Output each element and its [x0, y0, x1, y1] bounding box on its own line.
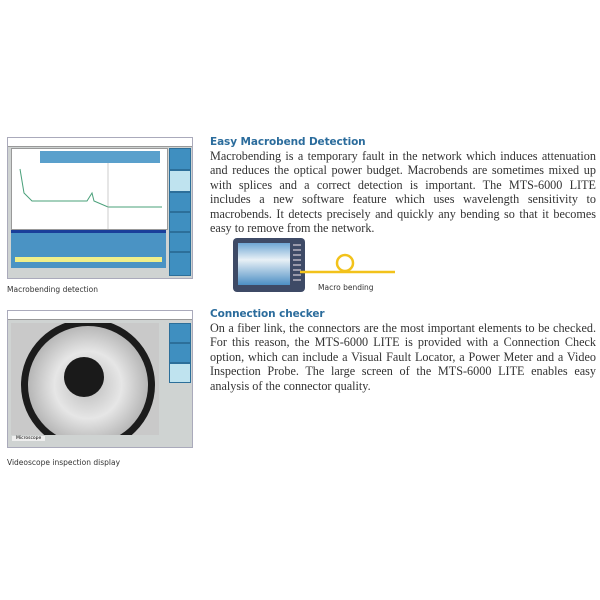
screen-title-bar — [8, 138, 192, 147]
side-button[interactable] — [169, 170, 191, 192]
side-button[interactable] — [169, 323, 191, 343]
mts-6000-device — [233, 238, 305, 292]
connection-heading: Connection checker — [210, 308, 325, 320]
macrobend-caption: Macrobending detection — [7, 285, 98, 294]
videoscope-caption: Videoscope inspection display — [7, 458, 121, 467]
macrobend-body: Macrobending is a temporary fault in the network which induces attenuation and reduces the optical power budget. Macrobends are sometimes mixed up with splices and a correct detection is important. The MTS-6000 LITE includes a new software feature which uses wavelength sensitivity to macrobends. It detects precisely and quickly any bending so that it becomes easy to remove from the network. — [210, 149, 596, 236]
results-table — [11, 230, 166, 268]
trace-panel — [11, 148, 168, 230]
macro-bending-fiber — [300, 250, 400, 280]
fiber-end-image — [11, 323, 159, 435]
connection-body: On a fiber link, the connectors are the most important elements to be checked. For this reason, the MTS-6000 LITE is provided with a Connection Check option, which can include a Visual Fault Locator, a Power Meter and a Video Inspection Probe. The large screen of the MTS-6000 LITE enables easy analysis of the connector quality. — [210, 321, 596, 393]
side-button[interactable] — [169, 343, 191, 363]
side-button[interactable] — [169, 192, 191, 212]
microscope-tab[interactable]: Microscope — [12, 436, 45, 441]
side-button[interactable] — [169, 148, 191, 170]
macro-bending-label: Macro bending — [318, 283, 374, 292]
screen-title-bar — [8, 311, 192, 320]
otdr-screenshot — [7, 137, 193, 279]
side-button[interactable] — [169, 212, 191, 232]
otdr-trace — [12, 163, 167, 229]
side-button[interactable] — [169, 363, 191, 383]
side-button[interactable] — [169, 252, 191, 276]
side-button[interactable] — [169, 232, 191, 252]
macrobend-heading: Easy Macrobend Detection — [210, 136, 366, 148]
videoscope-screenshot — [7, 310, 193, 448]
